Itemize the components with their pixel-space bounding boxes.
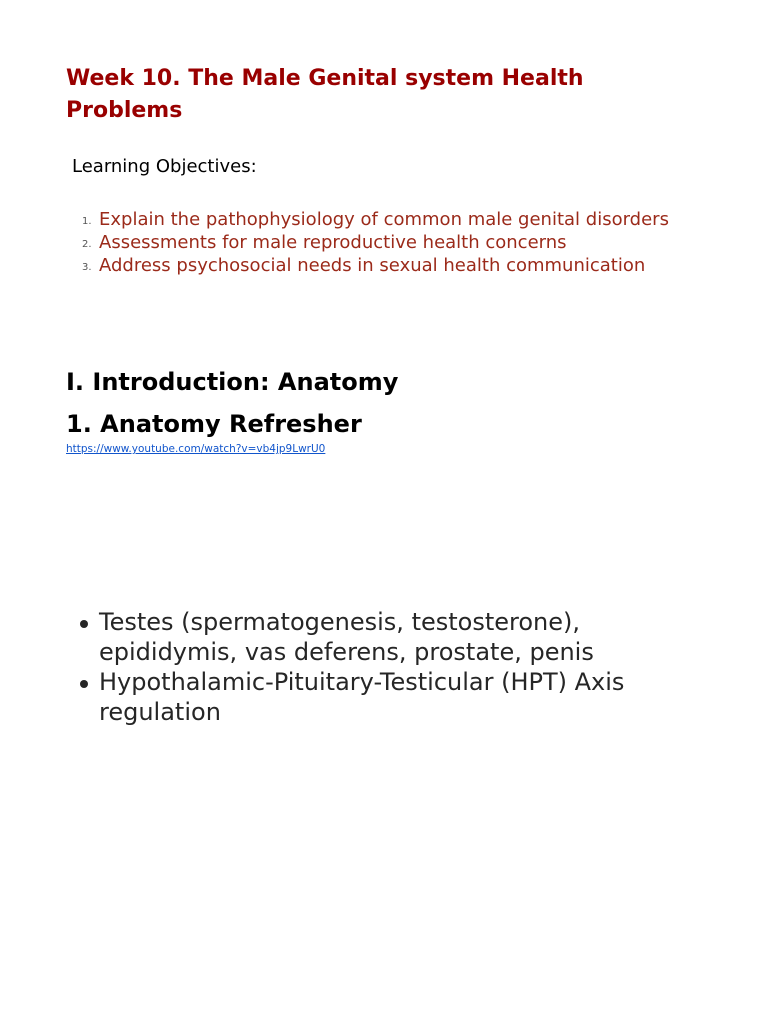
objective-number: 1. (82, 216, 92, 227)
objective-text: Address psychosocial needs in sexual health communication (99, 255, 646, 276)
objective-text: Explain the pathophysiology of common male genital disorders (99, 209, 669, 230)
objective-item (66, 254, 686, 277)
document-title: Week 10. The Male Genital system Health Problems (66, 66, 584, 123)
bullet-item (66, 667, 706, 727)
bullet-item (66, 607, 706, 667)
bullet-text: Hypothalamic-Pituitary-Testicular (HPT) Axis regulation (99, 668, 625, 726)
learning-objectives-list (66, 208, 686, 277)
section-heading-introduction: I. Introduction: Anatomy (66, 368, 399, 396)
objective-number: 3. (82, 262, 92, 273)
objective-item (66, 208, 686, 231)
bullet-dot-icon (80, 620, 88, 628)
youtube-video-link[interactable]: https://www.youtube.com/watch?v=vb4jp9LwrU0 (66, 443, 326, 455)
learning-objectives-heading: Learning Objectives: (72, 156, 257, 177)
objective-item (66, 231, 686, 254)
bullet-dot-icon (80, 680, 88, 688)
anatomy-bullet-list (66, 607, 706, 727)
sub-heading-anatomy-refresher: 1. Anatomy Refresher (66, 410, 362, 438)
bullet-text: Testes (spermatogenesis, testosterone), epididymis, vas deferens, prostate, penis (99, 608, 594, 666)
objective-number: 2. (82, 239, 92, 250)
objective-text: Assessments for male reproductive health concerns (99, 232, 567, 253)
